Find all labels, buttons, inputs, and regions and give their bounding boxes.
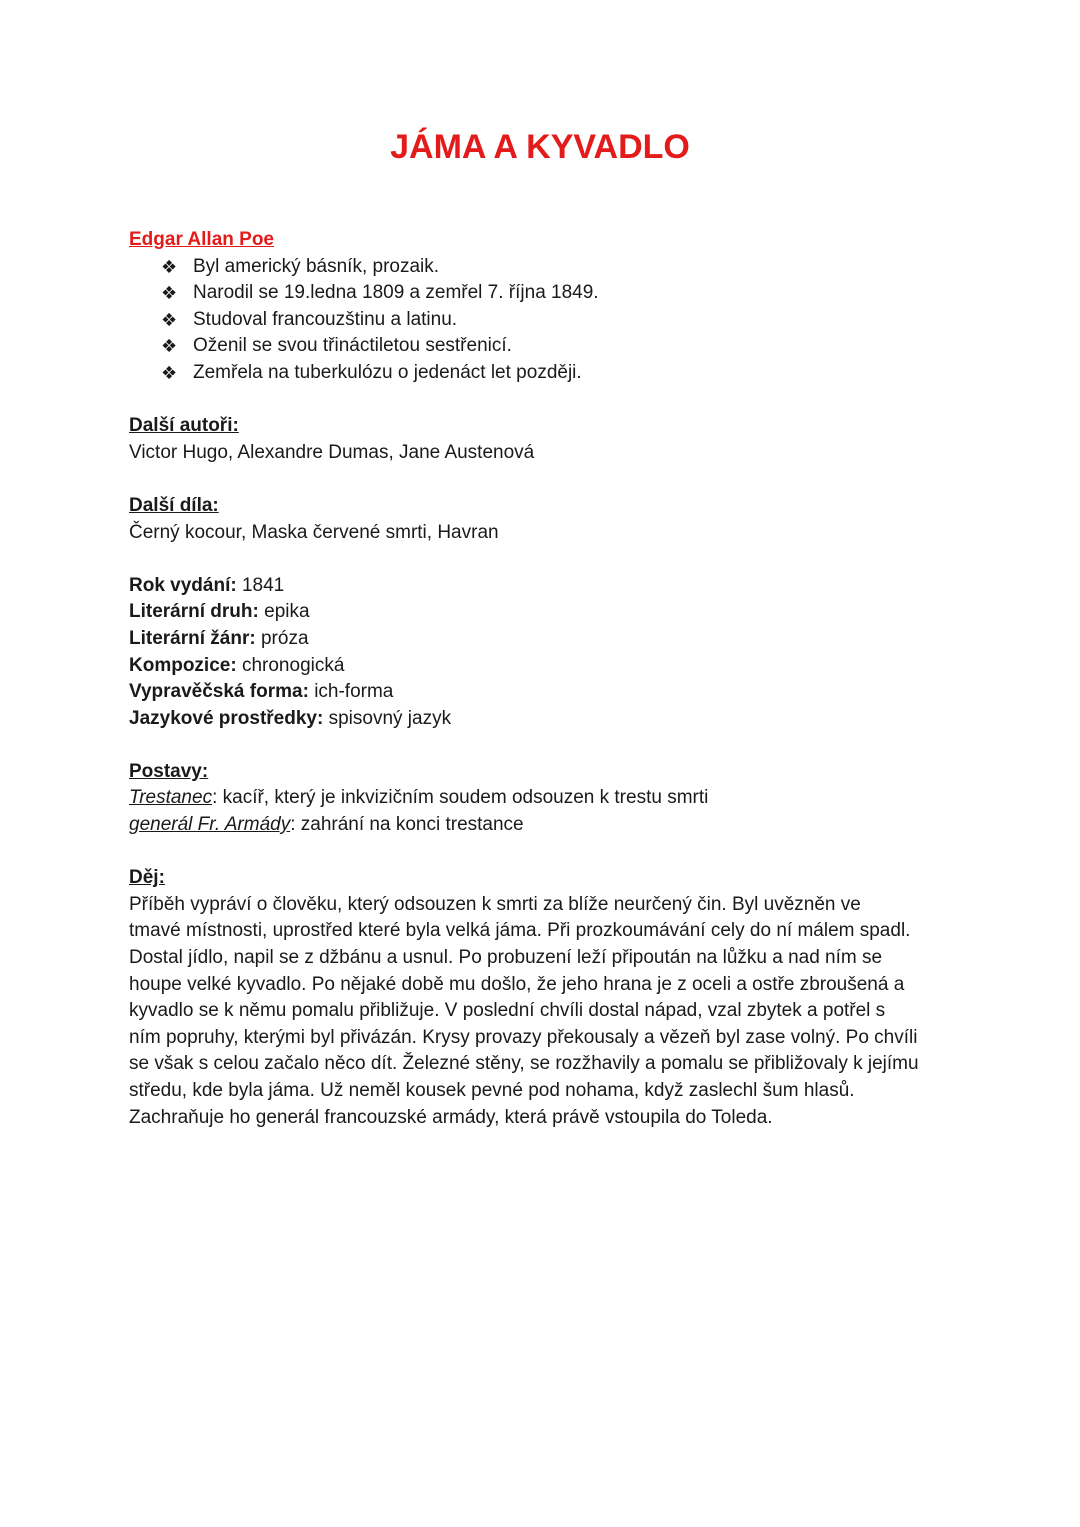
detail-key: Jazykové prostředky: [129, 707, 324, 729]
list-item: ❖ Zemřela na tuberkulózu o jedenáct let později. [161, 360, 959, 387]
document-title: JÁMA A KYVADLO [390, 128, 690, 166]
list-item: ❖ Studoval francouzštinu a latinu. [161, 307, 959, 334]
list-item: ❖ Byl americký básník, prozaik. [161, 254, 959, 281]
characters-section [129, 759, 959, 839]
plot-line: Dostal jídlo, napil se z džbánu a usnul. Po probuzení leží připoután na lůžku a nad ním se [129, 947, 883, 969]
detail-row-year [129, 573, 959, 600]
other-authors-section [129, 413, 959, 466]
diamond-bullet-icon: ❖ [161, 256, 178, 277]
detail-value: 1841 [241, 574, 285, 596]
diamond-bullet-icon: ❖ [161, 309, 178, 330]
detail-value: spisovný jazyk [328, 707, 452, 729]
list-item: ❖ Narodil se 19.ledna 1809 a zemřel 7. října 1849. [161, 280, 959, 307]
spacer [129, 839, 959, 866]
character-name: generál Fr. Armády [129, 814, 291, 836]
other-works-heading: Další díla: [129, 494, 219, 516]
detail-row-genre [129, 626, 959, 653]
spacer [129, 546, 959, 573]
detail-row-narration [129, 679, 959, 706]
details-section [129, 573, 959, 733]
spacer [129, 732, 959, 759]
other-works-text: Černý kocour, Maska červené smrti, Havran [129, 521, 499, 543]
author-name: Edgar Allan Poe [129, 229, 274, 250]
plot-line: houpe velké kyvadlo. Po nějaké době mu došlo, že jeho hrana je z oceli a ostře zbroušená a [129, 973, 905, 995]
diamond-bullet-icon: ❖ [161, 283, 178, 304]
author-facts-list [129, 254, 959, 387]
character-name: Trestanec [129, 787, 213, 809]
detail-key: Kompozice: [129, 654, 237, 676]
characters-heading: Postavy: [129, 760, 209, 782]
other-works-section [129, 493, 959, 546]
plot-line: kyvadlo se k němu pomalu přibližuje. V poslední chvíli dostal nápad, vzal zbytek a potřel s [129, 1000, 886, 1022]
detail-row-composition [129, 653, 959, 680]
detail-row-language [129, 706, 959, 733]
plot-line: Zachraňuje ho generál francouzské armády, která právě vstoupila do Toleda. [129, 1106, 773, 1128]
plot-line: Příběh vypráví o člověku, který odsouzen k smrti za blíže neurčený čin. Byl uvězněn ve [129, 893, 861, 915]
detail-key: Literární druh: [129, 601, 259, 623]
document-body [129, 227, 959, 1131]
spacer [129, 387, 959, 414]
detail-row-kind [129, 599, 959, 626]
list-item: ❖ Oženil se svou třináctiletou sestřenicí. [161, 333, 959, 360]
diamond-bullet-icon: ❖ [161, 362, 178, 383]
detail-key: Literární žánr: [129, 627, 256, 649]
other-authors-text: Victor Hugo, Alexandre Dumas, Jane Austenová [129, 441, 535, 463]
plot-line: se však s celou začalo něco dít. Železné stěny, se rozžhavily a pomalu se přibližovaly k jejímu [129, 1053, 919, 1075]
plot-line: středu, kde byla jáma. Už neměl kousek pevné pod nohama, když zaslechl šum hlasů. [129, 1080, 855, 1101]
detail-key: Rok vydání: [129, 574, 237, 596]
character-desc: : kacíř, který je inkvizičním soudem odsouzen k trestu smrti [212, 787, 709, 809]
detail-value: ich-forma [314, 681, 394, 703]
other-authors-heading: Další autoři: [129, 415, 239, 437]
character-desc: : zahrání na konci trestance [290, 814, 524, 836]
plot-line: tmavé místnosti, uprostřed které byla velká jáma. Při prozkoumávání cely do ní málem spadl. [129, 920, 911, 942]
plot-section [129, 865, 959, 1131]
character-row [129, 785, 959, 812]
spacer [129, 466, 959, 493]
diamond-bullet-icon: ❖ [161, 336, 178, 357]
detail-key: Vypravěčská forma: [129, 681, 309, 703]
detail-value: chronogická [241, 654, 345, 676]
character-row [129, 812, 959, 839]
plot-heading: Děj: [129, 867, 165, 889]
plot-line: ním popruhy, kterými byl přivázán. Krysy provazy překousaly a vězeň byl zase volný. Po chvíli [129, 1026, 918, 1048]
author-section [129, 227, 959, 387]
detail-value: epika [264, 601, 310, 623]
detail-value: próza [260, 627, 309, 649]
